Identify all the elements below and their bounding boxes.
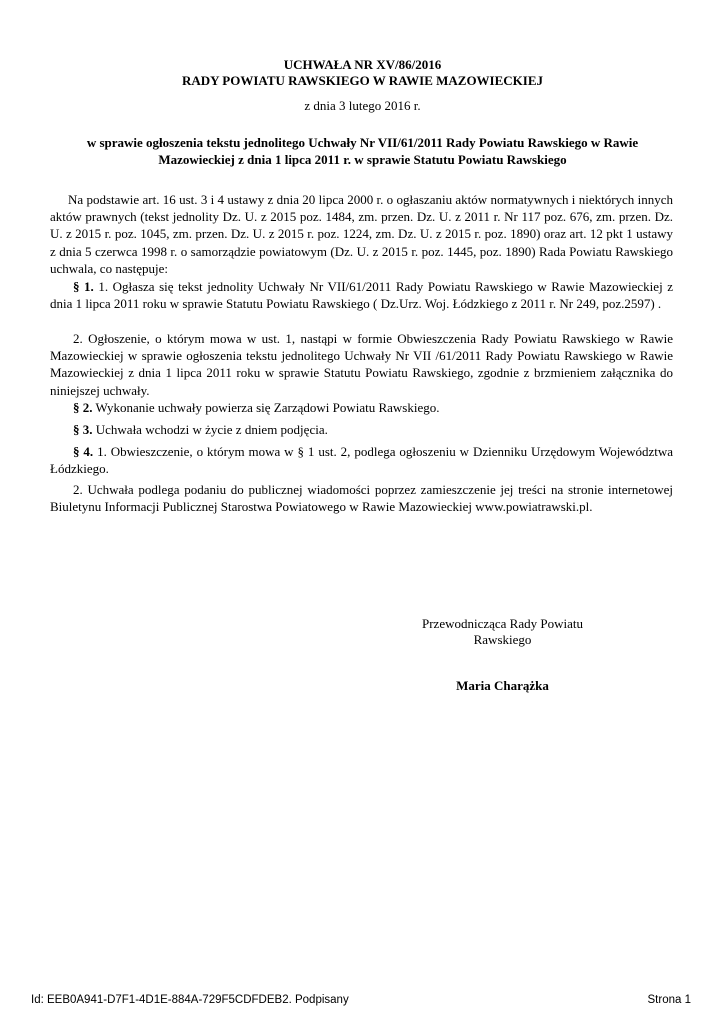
signature-name: Maria Charążka [456, 678, 549, 693]
section-3-mark: § 3. [73, 422, 93, 437]
section-4-mark: § 4. [73, 444, 94, 459]
document-title [50, 57, 675, 89]
section-1-mark: § 1. [73, 279, 94, 294]
document-subject [50, 134, 675, 168]
title-line-2: RADY POWIATU RAWSKIEGO W RAWIE MAZOWIECKIEJ [181, 73, 544, 88]
section-4-text: 1. Obwieszczenie, o którym mowa w § 1 ust. 2, podlega ogłoszeniu w Dzienniku Urzędowym Województwa Łódzkiego. [50, 444, 674, 477]
section-1-paragraph-2: 2. Ogłoszenie, o którym mowa w ust. 1, nastąpi w formie Obwieszczenia Rady Powiatu Rawskiego w Rawie Mazowieckiej w sprawie ogłoszenia tekstu jednolitego Uchwały Nr VII /61/2011 Rady Powiatu Rawskiego w Rawie Mazowieckiej z dnia 1 lipca 2011 roku w sprawie Statutu Powiatu Rawskiego, zgodnie z brzmieniem załącznika do niniejszej uchwały. [50, 331, 673, 398]
section-2-paragraph [50, 399, 673, 416]
signature-role-line-1: Przewodnicząca Rady Powiatu [421, 616, 583, 631]
subject-line-1: w sprawie ogłoszenia tekstu jednolitego Uchwały Nr VII/61/2011 Rady Powiatu Rawskiego w Rawie [86, 135, 639, 150]
signature-role-line-2: Rawskiego [473, 632, 532, 647]
section-1-text: 1. Ogłasza się tekst jednolity Uchwały Nr VII/61/2011 Rady Powiatu Rawskiego w Rawie Mazowieckiej z dnia 1 lipca 2011 roku w sprawie Statutu Powiatu Rawskiego ( Dz.Urz. Woj. Łódzkiego z 2011 r. Nr 249, poz.2597) . [50, 279, 674, 312]
signature-role [410, 616, 595, 648]
title-line-1: UCHWAŁA NR XV/86/2016 [283, 57, 442, 72]
subject-line-2: Mazowieckiej z dnia 1 lipca 2011 r. w sprawie Statutu Powiatu Rawskiego [158, 152, 567, 167]
section-1-paragraph-1 [50, 278, 673, 312]
preamble-paragraph: Na podstawie art. 16 ust. 3 i 4 ustawy z dnia 20 lipca 2000 r. o ogłaszaniu aktów normatywnych i niektórych innych aktów prawnych (tekst jednolity Dz. U. z 2015 poz. 1484, zm. przen. Dz. U. z 2011 r. Nr 117 poz. 676, zm. przen. Dz. U. z 2015 r. poz. 1045, zm. przen. Dz. U. z 2015 r. poz. 1224, zm. Dz. U. z 2015 r. poz. 1890) oraz art. 12 pkt 1 ustawy z dnia 5 czerwca 1998 r. o samorządzie powiatowym (Dz. U. z 2015 r. poz. 1445, poz. 1890) Rada Powiatu Rawskiego uchwala, co następuje: [50, 192, 673, 276]
section-4-paragraph-1 [50, 443, 673, 477]
page-number: Strona 1 [647, 994, 691, 1006]
section-2-text: Wykonanie uchwały powierza się Zarządowi Powiatu Rawskiego. [92, 400, 440, 415]
section-3-text: Uchwała wchodzi w życie z dniem podjęcia. [92, 422, 328, 437]
document-id-footer: Id: EEB0A941-D7F1-4D1E-884A-729F5CDFDEB2. Podpisany [31, 994, 349, 1006]
section-2-mark: § 2. [73, 400, 93, 415]
section-3-paragraph [50, 421, 673, 438]
document-date: z dnia 3 lutego 2016 r. [304, 98, 421, 113]
section-4-paragraph-2: 2. Uchwała podlega podaniu do publicznej wiadomości poprzez zamieszczenie jej treści na stronie internetowej Biuletynu Informacji Publicznej Starostwa Powiatowego w Rawie Mazowieckiej www.powiatrawski.pl. [50, 482, 673, 515]
